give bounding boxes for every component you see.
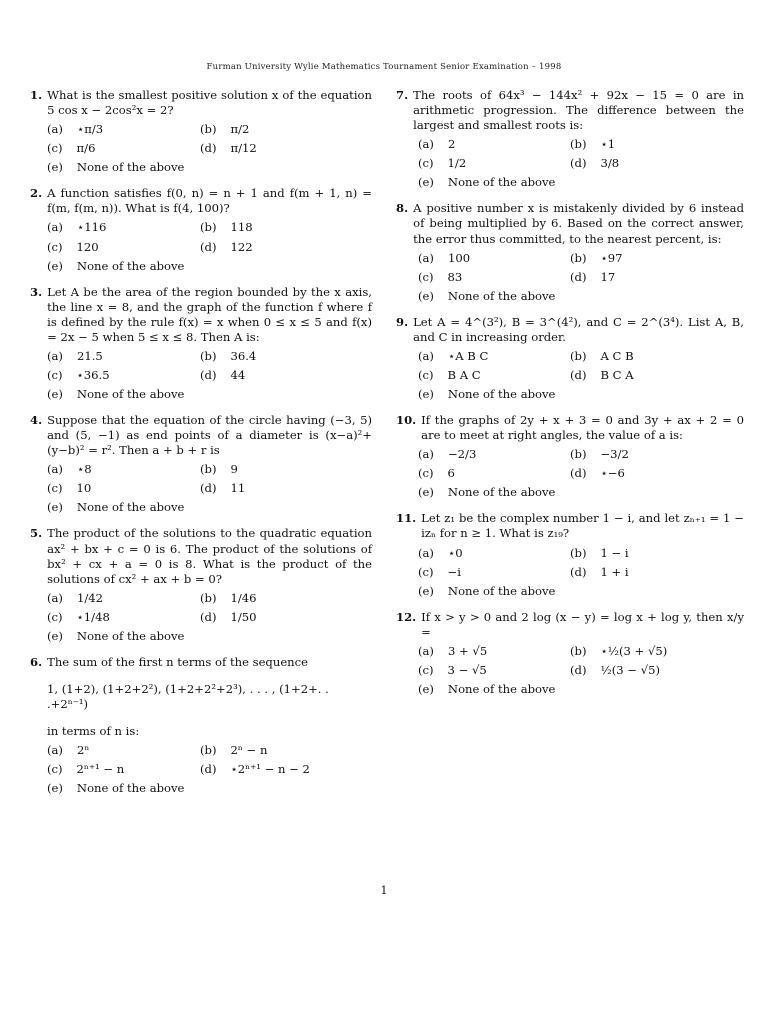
- choice-a: [47, 743, 200, 758]
- choice-d: [570, 156, 720, 171]
- choice-label: (c): [418, 367, 434, 382]
- choice-label: (a): [418, 250, 434, 265]
- choice-a: [47, 122, 200, 137]
- choice-value: −i: [447, 564, 461, 579]
- choice-label: (a): [418, 545, 434, 560]
- question-number: 2.: [30, 186, 43, 201]
- choice-value: 3 + √5: [447, 643, 488, 658]
- choice-c: [418, 466, 570, 481]
- choice-a: [418, 349, 570, 364]
- question-number: 6.: [30, 654, 43, 669]
- choice-label: (d): [570, 564, 587, 579]
- choice-label: (e): [47, 500, 63, 515]
- question-text: A positive number x is mistakenly divided by 6 instead of being multiplied by 6. Based on the correct answer, the error thus committed, to the nearest percent, is:: [413, 201, 744, 246]
- choice-value: 122: [230, 239, 253, 254]
- choice-value: 1 + i: [600, 564, 629, 579]
- question-number: 3.: [30, 284, 43, 299]
- choice-b: [570, 546, 720, 561]
- choice-e: [47, 781, 350, 796]
- choice-d: [570, 565, 720, 580]
- choice-value: 3 − √5: [447, 662, 487, 677]
- choice-value: ⋆½(3 + √5): [600, 643, 668, 658]
- choice-value: 21.5: [76, 348, 103, 363]
- answer-choices: [418, 447, 744, 500]
- question-8: [396, 201, 744, 303]
- choice-value: ⋆1: [600, 137, 616, 152]
- choice-c: [47, 368, 200, 383]
- choice-a: [47, 220, 200, 235]
- choice-label: (c): [418, 466, 434, 481]
- choice-e: [47, 387, 350, 402]
- question-number: 11.: [396, 511, 417, 526]
- page-number: 1: [380, 884, 388, 897]
- right-column: [396, 88, 744, 708]
- question-6: [30, 655, 372, 796]
- choice-value: None of the above: [447, 175, 556, 190]
- choice-value: 1/50: [230, 609, 257, 624]
- question-text: Let A be the area of the region bounded by the x axis, the line x = 8, and the graph of the function f where f is defined by the rule f(x) = x when 0 ≤ x ≤ 5 and f(x) = 2x − 5 when 5 ≤ x ≤ 8. Then A is:: [47, 284, 372, 344]
- choice-label: (e): [418, 485, 434, 500]
- question-12: [396, 610, 744, 697]
- choice-label: (b): [570, 348, 587, 363]
- choice-b: [200, 349, 350, 364]
- choice-value: ⋆A B C: [447, 348, 489, 363]
- choice-value: ⋆97: [600, 250, 623, 265]
- choice-label: (b): [200, 348, 217, 363]
- question-number: 5.: [30, 526, 43, 541]
- choice-label: (e): [47, 258, 63, 273]
- question-4: [30, 413, 372, 515]
- choice-label: (c): [418, 269, 434, 284]
- choice-value: None of the above: [447, 387, 556, 401]
- choice-value: 100: [447, 250, 471, 265]
- choice-value: 36.4: [230, 348, 257, 363]
- choice-value: 44: [230, 367, 246, 382]
- choice-label: (c): [418, 564, 434, 579]
- choice-a: [47, 462, 200, 477]
- choice-b: [200, 462, 350, 477]
- choice-label: (b): [200, 590, 217, 605]
- choice-e: [418, 387, 720, 402]
- answer-choices: [418, 644, 744, 697]
- choice-d: [570, 368, 720, 383]
- choice-a: [418, 644, 570, 659]
- choice-value: 2: [447, 137, 456, 152]
- choice-value: 10: [76, 481, 92, 496]
- choice-value: π/12: [230, 141, 257, 156]
- page-header: Furman University Wylie Mathematics Tournament Senior Examination – 1998: [206, 62, 562, 72]
- left-column: [30, 88, 372, 807]
- choice-c: [47, 762, 200, 777]
- choice-label: (a): [418, 137, 434, 152]
- choice-value: ⋆0: [447, 545, 463, 560]
- choice-value: 2ⁿ: [76, 743, 90, 758]
- choice-e: [47, 500, 350, 515]
- choice-d: [570, 663, 720, 678]
- choice-e: [47, 629, 350, 644]
- choice-label: (e): [418, 583, 434, 598]
- choice-label: (b): [200, 220, 217, 235]
- question-10: [396, 413, 744, 500]
- choice-label: (e): [47, 628, 63, 643]
- answer-choices: [418, 251, 744, 304]
- choice-value: 118: [230, 220, 253, 235]
- choice-d: [200, 368, 350, 383]
- choice-label: (b): [200, 462, 217, 477]
- answer-choices: [47, 349, 372, 402]
- question-text: Let A = 4^(3²), B = 3^(4²), and C = 2^(3⁴). List A, B, and C in increasing order.: [413, 314, 744, 344]
- choice-value: 3/8: [600, 156, 620, 171]
- choice-label: (d): [200, 367, 217, 382]
- choice-label: (d): [200, 239, 217, 254]
- choice-value: 1 − i: [600, 545, 629, 560]
- choice-b: [570, 137, 720, 152]
- choice-value: ⋆1/48: [76, 609, 110, 624]
- choice-label: (e): [418, 387, 434, 401]
- choice-b: [570, 644, 720, 659]
- question-9: [396, 315, 744, 402]
- choice-value: B C A: [600, 367, 634, 382]
- choice-label: (b): [570, 137, 587, 152]
- choice-a: [418, 251, 570, 266]
- choice-value: 17: [600, 269, 616, 284]
- choice-value: None of the above: [76, 160, 185, 175]
- choice-a: [47, 591, 200, 606]
- question-text: What is the smallest positive solution x of the equation 5 cos x − 2cos²x = 2?: [47, 88, 372, 118]
- choice-value: 1/2: [447, 156, 467, 171]
- choice-b: [200, 220, 350, 235]
- question-number: 10.: [396, 413, 417, 428]
- choice-label: (c): [47, 762, 63, 777]
- choice-label: (b): [570, 447, 587, 462]
- choice-label: (e): [418, 681, 434, 696]
- choice-label: (d): [570, 156, 587, 171]
- question-2: [30, 186, 372, 273]
- choice-label: (a): [47, 122, 63, 137]
- question-text: Suppose that the equation of the circle having (−3, 5) and (5, −1) as end points of a diameter is (x−a)²+(y−b)² = r². Then a + b + r is: [47, 413, 372, 458]
- choice-value: ⋆8: [76, 462, 92, 477]
- choice-label: (d): [200, 609, 217, 624]
- sequence-display: 1, (1+2), (1+2+2²), (1+2+2²+2³), . . . , (1+2+. . .+2ⁿ⁻¹): [47, 681, 329, 711]
- choice-d: [570, 466, 720, 481]
- choice-a: [47, 349, 200, 364]
- choice-label: (d): [200, 762, 217, 777]
- question-number: 9.: [396, 314, 409, 329]
- answer-choices: [418, 546, 744, 599]
- choice-d: [200, 240, 350, 255]
- choice-e: [418, 175, 720, 190]
- question-text: Let z₁ be the complex number 1 − i, and let zₙ₊₁ = 1 − izₙ for n ≥ 1. What is z₁₉?: [421, 511, 744, 541]
- choice-label: (a): [47, 348, 63, 363]
- choice-e: [47, 160, 350, 175]
- choice-value: B A C: [447, 367, 481, 382]
- choice-b: [570, 447, 720, 462]
- choice-b: [570, 349, 720, 364]
- question-text-continued: in terms of n is:: [47, 724, 140, 739]
- choice-e: [418, 682, 720, 697]
- choice-label: (c): [418, 662, 434, 677]
- answer-choices: [47, 462, 372, 515]
- choice-value: None of the above: [76, 628, 185, 643]
- answer-choices: [418, 137, 744, 190]
- choice-d: [200, 141, 350, 156]
- question-text: The sum of the first n terms of the sequence: [47, 654, 309, 669]
- question-7: [396, 88, 744, 190]
- choice-label: (b): [570, 643, 587, 658]
- choice-label: (d): [200, 141, 217, 156]
- choice-c: [47, 240, 200, 255]
- choice-e: [418, 584, 720, 599]
- choice-value: 9: [230, 462, 238, 477]
- question-1: [30, 88, 372, 175]
- question-number: 8.: [396, 201, 409, 216]
- choice-value: ⋆π/3: [76, 122, 104, 137]
- question-text: If the graphs of 2y + x + 3 = 0 and 3y + ax + 2 = 0 are to meet at right angles, the value of a is:: [421, 413, 744, 443]
- question-5: [30, 526, 372, 643]
- choice-value: ⋆−6: [600, 466, 625, 481]
- question-text: The product of the solutions to the quadratic equation ax² + bx + c = 0 is 6. The product of the solutions of bx² + cx + a = 0 is 8. What is the product of the solutions of cx² + ax + b = 0?: [47, 526, 372, 586]
- answer-choices: [418, 349, 744, 402]
- choice-value: −2/3: [447, 447, 477, 462]
- choice-value: ½(3 − √5): [600, 662, 660, 677]
- choice-value: None of the above: [76, 500, 185, 515]
- choice-c: [418, 156, 570, 171]
- choice-value: None of the above: [447, 485, 556, 500]
- choice-label: (b): [570, 250, 587, 265]
- choice-label: (d): [570, 367, 587, 382]
- question-number: 1.: [30, 88, 43, 102]
- choice-c: [47, 481, 200, 496]
- choice-label: (b): [200, 122, 217, 137]
- choice-value: 2ⁿ − n: [230, 743, 268, 758]
- choice-label: (d): [570, 466, 587, 481]
- choice-c: [47, 610, 200, 625]
- choice-value: A C B: [600, 348, 634, 363]
- answer-choices: [47, 220, 372, 273]
- choice-label: (e): [47, 387, 63, 401]
- choice-e: [418, 485, 720, 500]
- choice-e: [47, 259, 350, 274]
- choice-value: 1/42: [76, 590, 104, 605]
- choice-value: None of the above: [76, 781, 185, 796]
- choice-label: (e): [47, 781, 63, 796]
- choice-label: (c): [47, 609, 63, 624]
- choice-c: [418, 368, 570, 383]
- choice-value: None of the above: [76, 387, 185, 401]
- choice-b: [200, 122, 350, 137]
- choice-value: −3/2: [600, 447, 629, 462]
- choice-label: (c): [47, 141, 63, 156]
- choice-c: [47, 141, 200, 156]
- choice-value: 2ⁿ⁺¹ − n: [76, 762, 125, 777]
- choice-label: (b): [570, 545, 587, 560]
- choice-value: None of the above: [76, 258, 185, 273]
- choice-c: [418, 565, 570, 580]
- choice-label: (a): [47, 743, 63, 758]
- choice-label: (c): [47, 367, 63, 382]
- question-text: The roots of 64x³ − 144x² + 92x − 15 = 0 are in arithmetic progression. The difference between the largest and smallest roots is:: [413, 88, 744, 133]
- choice-label: (d): [570, 269, 587, 284]
- choice-value: 120: [76, 239, 99, 254]
- choice-label: (c): [47, 239, 63, 254]
- choice-value: 11: [230, 481, 246, 496]
- choice-value: π/6: [76, 141, 96, 156]
- choice-value: None of the above: [447, 583, 556, 598]
- choice-e: [418, 289, 720, 304]
- choice-value: ⋆36.5: [76, 367, 110, 382]
- choice-value: None of the above: [447, 681, 556, 696]
- question-text: If x > y > 0 and 2 log (x − y) = log x + log y, then x/y =: [421, 609, 744, 639]
- choice-c: [418, 270, 570, 285]
- choice-a: [418, 546, 570, 561]
- choice-label: (a): [418, 447, 434, 462]
- choice-label: (d): [570, 662, 587, 677]
- choice-label: (b): [200, 743, 217, 758]
- choice-label: (a): [47, 220, 63, 235]
- question-number: 7.: [396, 88, 409, 102]
- choice-value: None of the above: [447, 288, 556, 303]
- choice-d: [200, 481, 350, 496]
- choice-a: [418, 447, 570, 462]
- choice-c: [418, 663, 570, 678]
- choice-value: 1/46: [230, 590, 257, 605]
- choice-b: [570, 251, 720, 266]
- choice-value: 6: [447, 466, 455, 481]
- choice-value: π/2: [230, 122, 250, 137]
- choice-b: [200, 743, 350, 758]
- choice-value: ⋆116: [76, 220, 107, 235]
- choice-label: (a): [47, 462, 63, 477]
- choice-label: (a): [418, 643, 434, 658]
- choice-d: [200, 762, 350, 777]
- question-number: 4.: [30, 413, 43, 428]
- choice-label: (a): [418, 348, 434, 363]
- choice-label: (d): [200, 481, 217, 496]
- choice-label: (a): [47, 590, 63, 605]
- choice-label: (c): [418, 156, 434, 171]
- question-3: [30, 285, 372, 402]
- choice-value: ⋆2ⁿ⁺¹ − n − 2: [230, 762, 310, 777]
- answer-choices: [47, 591, 372, 644]
- choice-a: [418, 137, 570, 152]
- answer-choices: [47, 743, 372, 796]
- choice-d: [200, 610, 350, 625]
- choice-label: (e): [47, 160, 63, 175]
- choice-label: (e): [418, 288, 434, 303]
- question-number: 12.: [396, 609, 417, 624]
- question-text: A function satisfies f(0, n) = n + 1 and f(m + 1, n) = f(m, f(m, n)). What is f(4, 100)?: [47, 186, 372, 216]
- choice-b: [200, 591, 350, 606]
- choice-label: (c): [47, 481, 63, 496]
- answer-choices: [47, 122, 372, 175]
- choice-value: 83: [447, 269, 463, 284]
- choice-d: [570, 270, 720, 285]
- choice-label: (e): [418, 175, 434, 190]
- question-11: [396, 511, 744, 598]
